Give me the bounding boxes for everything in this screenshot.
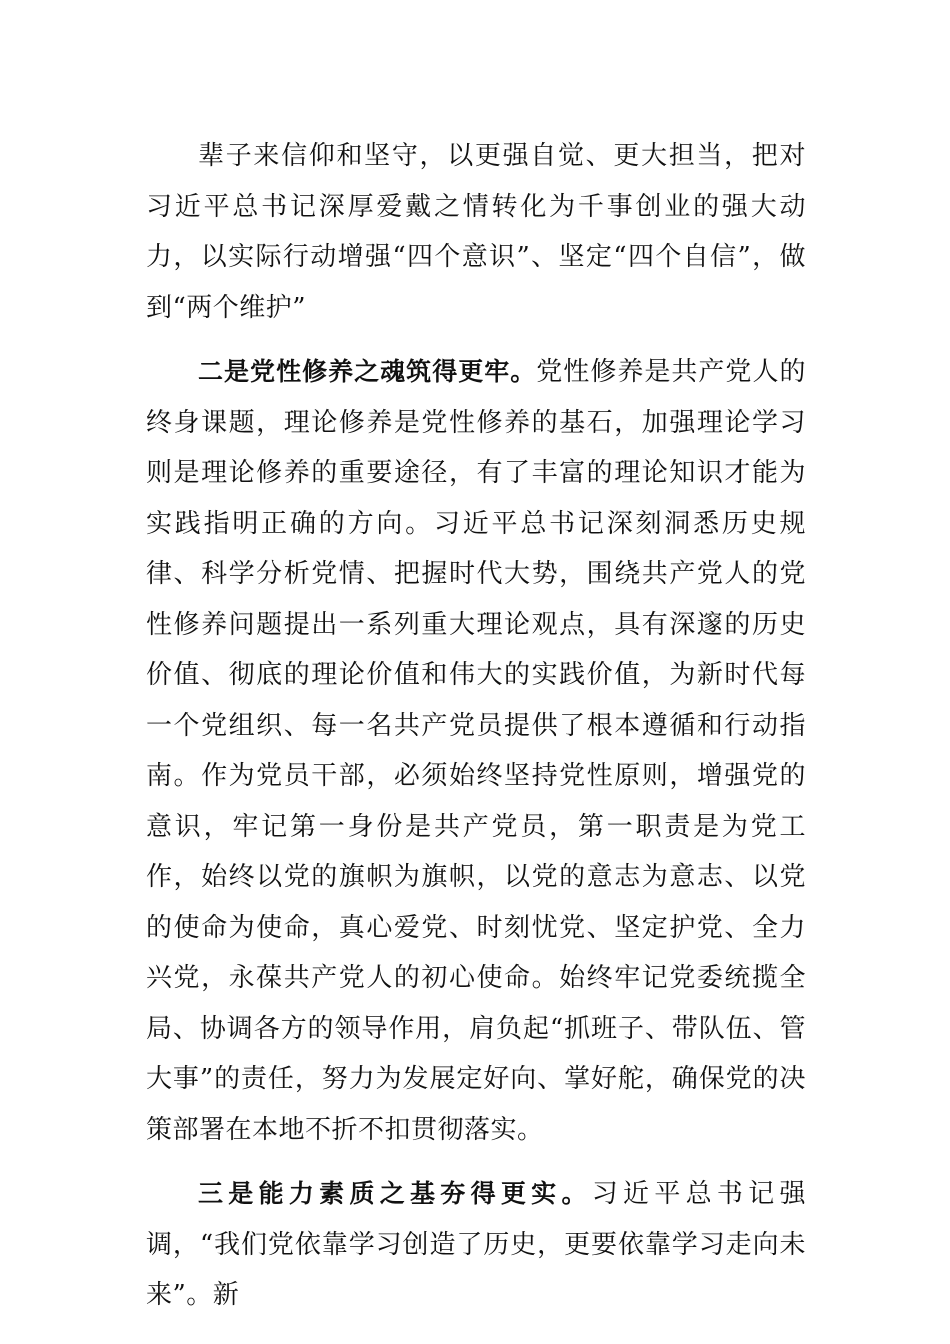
- paragraph-text: 党性修养是共产党人的终身课题，理论修养是党性修养的基石，加强理论学习则是理论修养的重要途径，有了丰富的理论知识才能为实践指明正确的方向。习近平总书记深刻洞悉历史规律、科学分析党情、把握时代大势，围绕共产党人的党性修养问题提出一系列重大理论观点，具有深邃的历史价值、彻底的理论价值和伟大的实践价值，为新时代每一个党组织、每一名共产党员提供了根本遵循和行动指南。作为党员干部，必须始终坚持党性原则，增强党的意识，牢记第一身份是共产党员，第一职责是为党工作，始终以党的旗帜为旗帜，以党的意志为意志、以党的使命为使命，真心爱党、时刻忧党、坚定护党、全力兴党，永葆共产党人的初心使命。始终牢记党委统揽全局、协调各方的领导作用，肩负起“抓班子、带队伍、管大事”的责任，努力为发展定好向、掌好舵，确保党的决策部署在本地不折不扣贯彻落实。: [146, 357, 806, 1145]
- paragraph-heading: 三是能力素质之基夯得更实。: [198, 1179, 592, 1208]
- paragraph-heading: 二是党性修养之魂筑得更牢。: [198, 357, 537, 386]
- paragraph-party-spirit: [146, 347, 806, 1155]
- paragraph-text: 辈子来信仰和坚守，以更强自觉、更大担当，把对习近平总书记深厚爱戴之情转化为千事创业的强大动力，以实际行动增强“四个意识”、坚定“四个自信”，做到“两个维护”: [146, 141, 806, 323]
- paragraph-text: 习近平总书记强调，“我们党依靠学习创造了历史，更要依靠学习走向未来”。新: [146, 1179, 806, 1310]
- document-body: [146, 131, 806, 1335]
- paragraph-continued: [146, 131, 806, 333]
- paragraph-ability: [146, 1169, 806, 1321]
